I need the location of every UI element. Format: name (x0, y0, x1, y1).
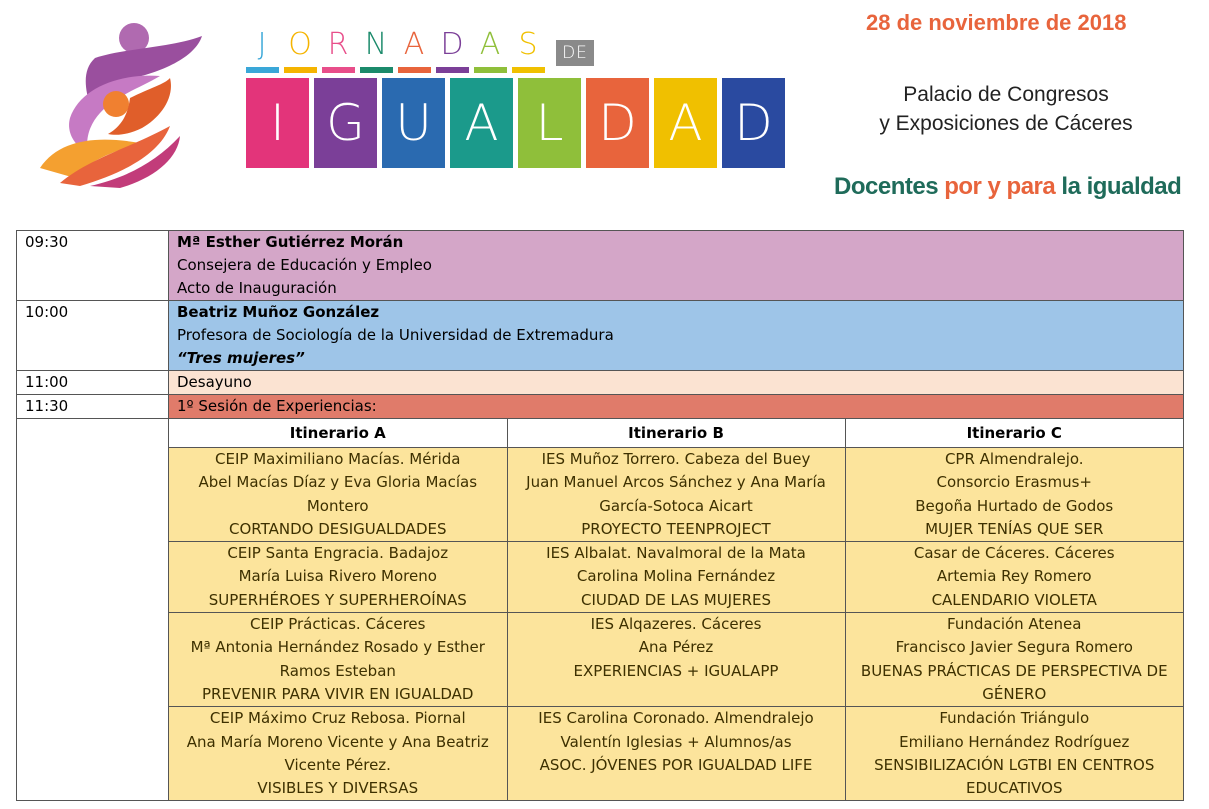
experience-authors: Artemia Rey Romero (936, 567, 1092, 586)
logo-word-igualdad (246, 78, 790, 170)
experience-row (169, 707, 1183, 801)
speaker-name: Mª Esther Gutiérrez Morán (177, 233, 404, 251)
experience-authors: Carolina Molina Fernández (576, 567, 776, 586)
experience-cell (507, 613, 845, 707)
schedule-row (17, 301, 1184, 371)
logo-letter: J (246, 22, 279, 73)
logo-letter: D (436, 22, 469, 73)
experience-title: SENSIBILIZACIÓN LGTBI EN CENTROS EDUCATIVOS (874, 755, 1155, 798)
logo-letter: D (586, 78, 649, 168)
experience-authors: Valentín Iglesias + Alumnos/as (560, 732, 792, 751)
experience-title: EXPERIENCIAS + IGUALAPP (573, 661, 779, 680)
time-cell: 11:30 (17, 395, 169, 419)
experience-school: CEIP Máximo Cruz Rebosa. Piornal (209, 709, 466, 728)
logo-letter: D (722, 78, 785, 168)
experience-title: VISIBLES Y DIVERSAS (257, 779, 419, 798)
experience-cell (845, 613, 1183, 707)
itinerary-header: Itinerario A (169, 419, 507, 448)
experience-title: CORTANDO DESIGUALDADES (228, 519, 447, 538)
logo-word-jornadas (246, 22, 599, 70)
logo-letter: L (518, 78, 581, 168)
time-cell: 11:00 (17, 371, 169, 395)
session-title: “Tres mujeres” (177, 349, 305, 367)
experience-title: CALENDARIO VIOLETA (931, 590, 1097, 609)
experience-school: Fundación Atenea (947, 615, 1082, 634)
logo-letter: U (382, 78, 445, 168)
experience-title: PREVENIR PARA VIVIR EN IGUALDAD (202, 684, 474, 703)
itinerary-header-row (169, 419, 1183, 448)
speaker-role: Profesora de Sociología de la Universidad de Extremadura (177, 326, 614, 344)
experience-title: MUJER TENÍAS QUE SER (925, 519, 1104, 538)
logo-letter: A (474, 22, 507, 73)
experience-school: IES Muñoz Torrero. Cabeza del Buey (541, 450, 811, 468)
header (0, 0, 1209, 222)
experience-authors: Ana Pérez (638, 638, 714, 657)
experience-cell (507, 542, 845, 613)
experience-title: BUENAS PRÁCTICAS DE PERSPECTIVA DE GÉNERO (860, 661, 1168, 703)
logo-word-de: DE (556, 40, 594, 66)
session-title: Desayuno (177, 373, 252, 391)
experience-row (169, 448, 1183, 542)
experience-title: PROYECTO TEENPROJECT (581, 519, 771, 538)
session-cell (169, 371, 1184, 395)
schedule-row (17, 231, 1184, 301)
event-venue (850, 80, 1162, 138)
experience-school: Casar de Cáceres. Cáceres (913, 544, 1115, 563)
experience-authors: Begoña Hurtado de Godos (915, 496, 1114, 515)
session-title: Acto de Inauguración (177, 279, 337, 297)
experience-school: Fundación Triángulo (939, 709, 1090, 728)
logo-letter: R (322, 22, 355, 73)
experience-authors: Francisco Javier Segura Romero (895, 638, 1133, 657)
experience-cell (169, 448, 507, 542)
logo-letter: A (398, 22, 431, 73)
itinerary-header: Itinerario C (845, 419, 1183, 448)
event-date: 28 de noviembre de 2018 (866, 10, 1127, 35)
experience-authors: Emiliano Hernández Rodríguez (899, 732, 1130, 751)
experience-authors: Ana María Moreno Vicente y Ana Beatriz Vicente Pérez. (186, 732, 489, 774)
itineraries-cell (169, 419, 1184, 801)
experience-cell (169, 707, 507, 801)
venue-line: y Exposiciones de Cáceres (879, 112, 1133, 135)
experience-cell (845, 542, 1183, 613)
experience-school: CEIP Santa Engracia. Badajoz (227, 544, 449, 563)
experience-school: CEIP Maximiliano Macías. Mérida (215, 450, 461, 468)
experience-school: CEIP Prácticas. Cáceres (250, 615, 426, 634)
slogan-part: Docentes (834, 173, 945, 200)
logo-letter: A (450, 78, 513, 168)
experience-title: CIUDAD DE LAS MUJERES (580, 590, 772, 609)
time-cell-empty (17, 419, 169, 801)
experience-title: ASOC. JÓVENES POR IGUALDAD LIFE (539, 755, 813, 774)
speaker-role: Consejera de Educación y Empleo (177, 256, 432, 274)
schedule-table (16, 230, 1184, 801)
experience-cell (507, 707, 845, 801)
logo-letter: S (512, 22, 545, 73)
logo-letter: A (654, 78, 717, 168)
experience-school: IES Alqazeres. Cáceres (590, 615, 762, 634)
itinerary-header: Itinerario B (507, 419, 845, 448)
logo-letter: G (314, 78, 377, 168)
time-cell: 10:00 (17, 301, 169, 371)
session-title: 1º Sesión de Experiencias: (177, 397, 377, 415)
experience-cell (169, 542, 507, 613)
experience-row (169, 542, 1183, 613)
session-cell (169, 301, 1184, 371)
experience-authors: Consorcio Erasmus+ (936, 473, 1092, 492)
time-cell: 09:30 (17, 231, 169, 301)
slogan-part: por y para (944, 173, 1056, 200)
logo-letter: O (284, 22, 317, 73)
experience-school: IES Albalat. Navalmoral de la Mata (546, 544, 806, 563)
experience-school: CPR Almendralejo. (944, 450, 1084, 468)
itineraries-table (169, 419, 1183, 800)
event-slogan (834, 173, 1181, 201)
session-cell (169, 231, 1184, 301)
logo-letter: N (360, 22, 393, 73)
experience-row (169, 613, 1183, 707)
experience-authors: María Luisa Rivero Moreno (238, 567, 437, 586)
experience-cell (845, 448, 1183, 542)
experience-cell (845, 707, 1183, 801)
experience-authors: Abel Macías Díaz y Eva Gloria Macías Montero (198, 473, 478, 515)
schedule-row (17, 419, 1184, 801)
experience-cell (507, 448, 845, 542)
experience-authors: Mª Antonia Hernández Rosado y Esther Ramos Esteban (190, 638, 485, 680)
venue-line: Palacio de Congresos (903, 83, 1109, 106)
experience-title: SUPERHÉROES Y SUPERHEROÍNAS (208, 590, 467, 609)
slogan-part: la igualdad (1055, 173, 1182, 200)
experience-cell (169, 613, 507, 707)
speaker-name: Beatriz Muñoz González (177, 303, 380, 321)
logo-letter: I (246, 78, 309, 168)
schedule-row (17, 371, 1184, 395)
session-cell (169, 395, 1184, 419)
schedule-row (17, 395, 1184, 419)
experience-school: IES Carolina Coronado. Almendralejo (538, 709, 814, 728)
equality-figure-logo-icon (30, 18, 210, 188)
experience-authors: Juan Manuel Arcos Sánchez y Ana María García-Sotoca Aicart (526, 473, 826, 515)
